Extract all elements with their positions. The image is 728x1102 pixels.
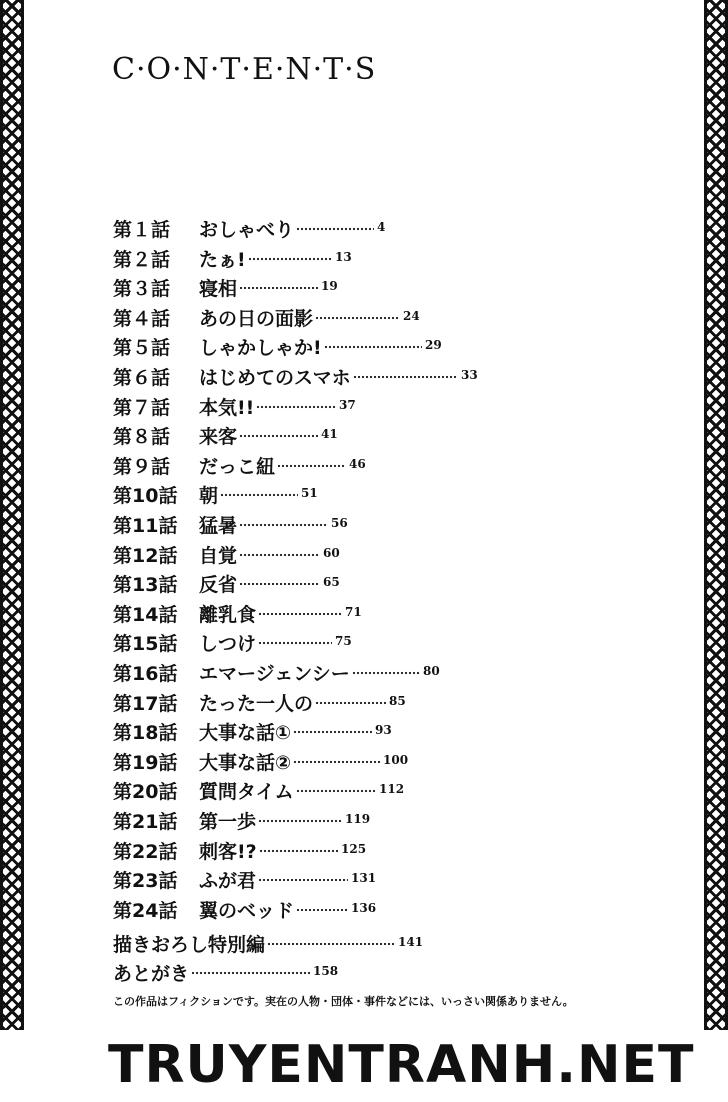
page-number: 37 <box>339 397 356 412</box>
chapter-number: 第13話 <box>113 574 178 597</box>
page-number: 141 <box>398 935 424 949</box>
chapter-number: 第10話 <box>113 485 178 508</box>
toc-row <box>113 452 533 478</box>
extra-row <box>113 930 513 956</box>
page-number: 24 <box>403 308 420 323</box>
leader-dots <box>353 375 458 379</box>
leader-dots <box>293 730 372 734</box>
fiction-notice: この作品はフィクションです。実在の人物・団体・事件などには、いっさい関係ありません。 <box>113 995 574 1008</box>
toc-row <box>113 422 533 448</box>
leader-dots <box>256 405 336 409</box>
leader-dots <box>259 849 338 853</box>
leader-dots <box>248 257 332 261</box>
chapter-title: 第一歩 <box>199 811 257 833</box>
chapter-number: 第22話 <box>113 840 178 863</box>
leader-dots <box>239 286 318 290</box>
page-number: 80 <box>423 664 440 678</box>
page-number: 4 <box>377 220 386 234</box>
page-number: 93 <box>375 723 392 738</box>
page-number: 60 <box>323 545 340 560</box>
leader-dots <box>239 582 320 586</box>
chapter-number: 第９話 <box>113 455 171 478</box>
chapter-number: 第18話 <box>113 722 178 745</box>
leader-dots <box>293 760 380 764</box>
leader-dots <box>296 908 348 912</box>
chapter-title: はじめてのスマホ <box>199 367 351 389</box>
page-number: 119 <box>345 812 371 826</box>
chapter-title: 刺客!? <box>199 840 257 863</box>
chapter-number: 第24話 <box>113 899 178 922</box>
chapter-number: 第８話 <box>113 426 171 449</box>
chapter-title: たった一人の <box>199 692 314 715</box>
chapter-title: だっこ紐 <box>199 455 276 478</box>
page-number: 125 <box>341 841 367 856</box>
page-number: 41 <box>321 427 338 442</box>
page-number: 158 <box>313 964 339 978</box>
chapter-number: 第14話 <box>113 603 178 626</box>
page-number: 75 <box>335 634 352 649</box>
toc-row <box>113 896 533 922</box>
toc-row <box>113 363 533 389</box>
page-title: C·O·N·T·E·N·T·S <box>112 52 377 87</box>
chapter-title: 翼のベッド <box>199 899 295 922</box>
leader-dots <box>258 819 342 823</box>
chapter-title: 自覚 <box>199 544 238 567</box>
page-number: 136 <box>351 900 377 915</box>
toc-row <box>113 689 533 715</box>
page-number: 33 <box>461 368 478 382</box>
toc-row <box>113 748 533 774</box>
leader-dots <box>239 434 318 438</box>
chapter-title: おしゃべり <box>199 219 295 241</box>
page-number: 112 <box>379 782 405 797</box>
toc-row <box>113 511 533 537</box>
chapter-number: 第12話 <box>113 544 178 567</box>
chapter-number: 第１話 <box>113 219 171 241</box>
extra-row <box>113 959 513 985</box>
toc-row <box>113 600 533 626</box>
chapter-title: 寝相 <box>199 278 238 301</box>
toc-row <box>113 274 533 300</box>
toc-row <box>113 333 533 359</box>
page-number: 100 <box>383 752 409 767</box>
chapter-number: 第11話 <box>113 515 178 537</box>
chapter-title: たぁ! <box>199 248 246 271</box>
chapter-number: 第15話 <box>113 633 178 656</box>
chapter-title: 大事な話② <box>199 751 292 774</box>
decorative-border-left <box>0 0 24 1030</box>
chapter-number: 第２話 <box>113 248 171 271</box>
leader-dots <box>258 612 342 616</box>
leader-dots <box>324 345 422 349</box>
toc-row <box>113 481 533 507</box>
toc-row <box>113 570 533 596</box>
page-number: 19 <box>321 279 338 294</box>
leader-dots <box>352 671 420 675</box>
chapter-number: 第７話 <box>113 396 171 419</box>
toc-row <box>113 837 533 863</box>
chapter-title: 質問タイム <box>199 781 294 804</box>
toc-row <box>113 304 533 330</box>
chapter-number: 第16話 <box>113 663 178 685</box>
page-number: 131 <box>351 871 377 886</box>
chapter-title: 大事な話① <box>199 722 292 745</box>
extra-title: あとがき <box>113 963 190 985</box>
watermark: TRUYENTRANH.NET <box>108 1035 695 1095</box>
chapter-number: 第20話 <box>113 781 178 804</box>
leader-dots <box>267 942 395 946</box>
leader-dots <box>258 878 348 882</box>
leader-dots <box>239 523 328 527</box>
leader-dots <box>315 316 400 320</box>
toc-row <box>113 718 533 744</box>
page-number: 29 <box>425 338 442 353</box>
toc-row <box>113 659 533 685</box>
chapter-number: 第23話 <box>113 870 178 893</box>
page-number: 71 <box>345 604 362 619</box>
toc-row <box>113 807 533 833</box>
leader-dots <box>258 641 332 645</box>
page-number: 56 <box>331 516 348 530</box>
leader-dots <box>220 493 298 497</box>
page-number: 85 <box>389 693 406 708</box>
chapter-title: エマージェンシー <box>199 663 350 685</box>
leader-dots <box>191 971 310 975</box>
page-number: 51 <box>301 486 318 501</box>
page-number: 65 <box>323 575 340 590</box>
chapter-title: 猛暑 <box>199 515 238 537</box>
chapter-title: 朝 <box>199 485 219 508</box>
chapter-number: 第21話 <box>113 811 178 833</box>
chapter-number: 第６話 <box>113 367 171 389</box>
chapter-number: 第17話 <box>113 692 178 715</box>
toc-row <box>113 629 533 655</box>
chapter-title: しゃかしゃか! <box>199 337 322 360</box>
chapter-title: 本気!! <box>199 396 255 419</box>
page-number: 46 <box>349 456 366 471</box>
toc-row <box>113 215 533 241</box>
toc-row <box>113 866 533 892</box>
chapter-number: 第19話 <box>113 751 178 774</box>
leader-dots <box>296 789 376 793</box>
toc-row <box>113 245 533 271</box>
chapter-number: 第４話 <box>113 307 171 330</box>
chapter-number: 第５話 <box>113 337 171 360</box>
toc-row <box>113 777 533 803</box>
toc-row <box>113 393 533 419</box>
leader-dots <box>239 553 320 557</box>
page-number: 13 <box>335 249 352 264</box>
leader-dots <box>277 464 346 468</box>
chapter-title: 反省 <box>199 574 238 597</box>
chapter-title: 離乳食 <box>199 603 257 626</box>
toc-row <box>113 541 533 567</box>
extra-title: 描きおろし特別編 <box>113 934 266 956</box>
leader-dots <box>315 701 386 705</box>
chapter-number: 第３話 <box>113 278 171 301</box>
leader-dots <box>296 227 374 231</box>
chapter-title: ふが君 <box>199 870 257 893</box>
chapter-title: しつけ <box>199 633 257 656</box>
chapter-title: あの日の面影 <box>199 307 314 330</box>
decorative-border-right <box>704 0 728 1030</box>
chapter-title: 来客 <box>199 426 238 449</box>
